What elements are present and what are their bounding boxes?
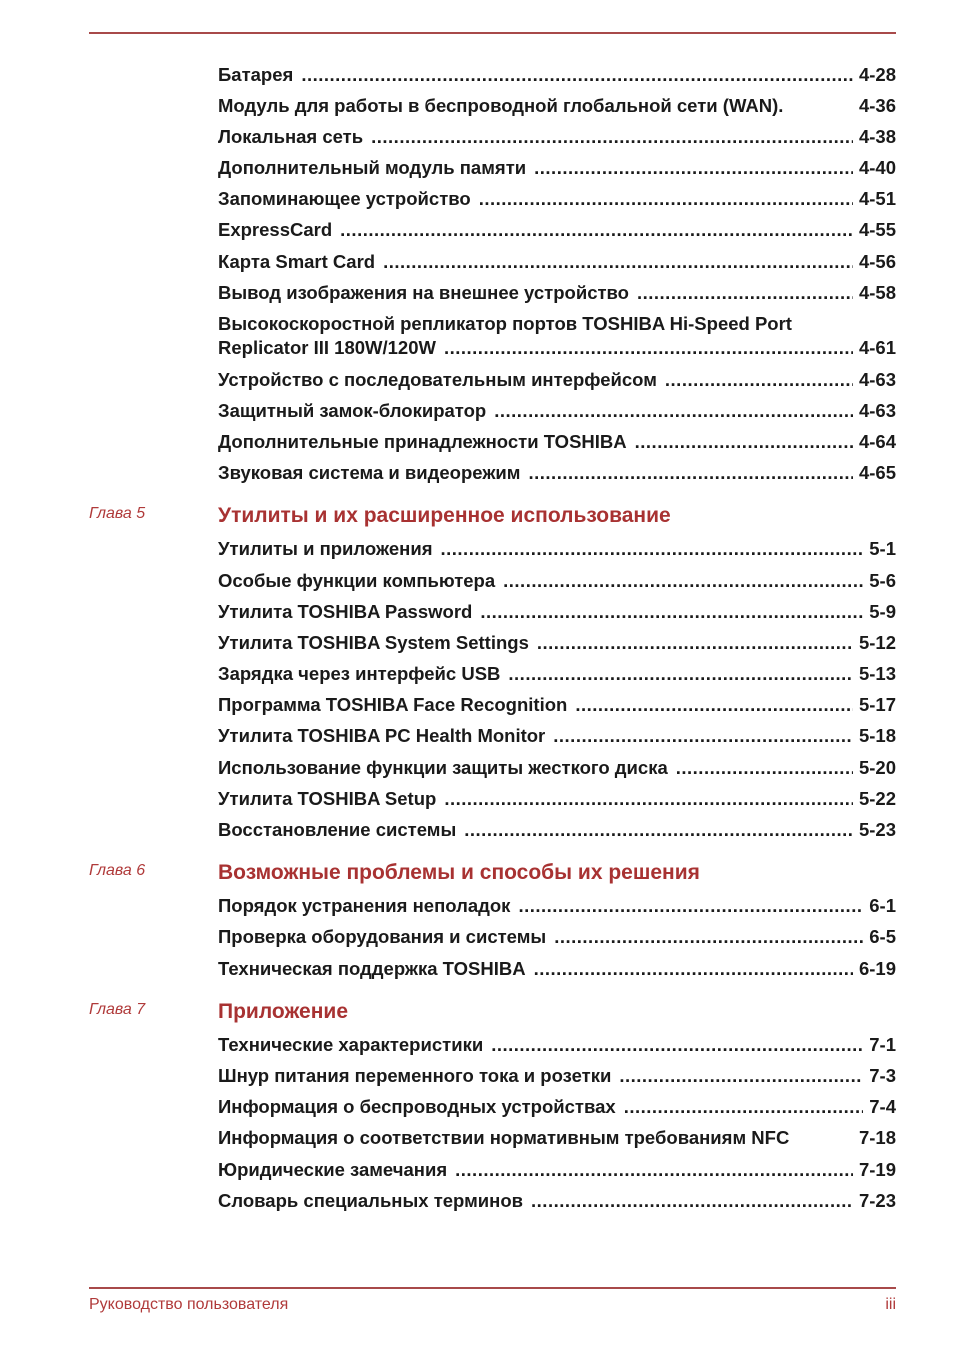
toc-entry-title: Звуковая система и видеорежим (218, 462, 521, 483)
toc-entry-title: Техническая поддержка TOSHIBA (218, 958, 526, 979)
footer-title: Руководство пользователя (89, 1296, 289, 1313)
toc-entry-title: Особые функции компьютера (218, 570, 496, 591)
toc-entry-title: Утилиты и приложения (218, 538, 433, 559)
toc-entry-page: 4-40 (858, 157, 896, 178)
toc-entry[interactable] (218, 1064, 896, 1088)
toc-entry-page: 5-17 (858, 694, 896, 715)
toc-entry-page: 4-28 (858, 64, 896, 85)
toc-entry[interactable] (218, 1095, 896, 1119)
toc-entry-page: 6-5 (869, 926, 896, 947)
toc-entry[interactable] (218, 724, 896, 748)
toc-entry-title: Зарядка через интерфейс USB (218, 663, 501, 684)
toc-entry-title: Шнур питания переменного тока и розетки (218, 1065, 612, 1086)
toc-entry-title: Порядок устранения неполадок (218, 895, 511, 916)
toc-entry-title: Утилита TOSHIBA System Settings (218, 632, 529, 653)
toc-entry[interactable] (218, 537, 896, 561)
toc-entry-title: Утилита TOSHIBA Password (218, 601, 473, 622)
toc-entry[interactable] (218, 312, 896, 360)
toc-entry-title: Устройство с последовательным интерфейсом (218, 369, 657, 390)
toc-entry-title-line1: Высокоскоростной репликатор портов TOSHIBA Hi-Speed Port (218, 313, 792, 334)
toc-entry-page: 4-38 (858, 126, 896, 147)
toc-entry[interactable] (218, 94, 896, 118)
toc-entry-title: Утилита TOSHIBA PC Health Monitor (218, 725, 546, 746)
toc-entry-page: 4-65 (858, 462, 896, 483)
toc-entry[interactable] (218, 156, 896, 180)
toc-entry[interactable] (218, 368, 896, 392)
chapter-label: Глава 7 (89, 1001, 146, 1018)
toc-entry-title: Дополнительные принадлежности TOSHIBA (218, 431, 627, 452)
toc-entry-page: 4-36 (858, 95, 896, 116)
toc-entry[interactable] (218, 250, 896, 274)
toc-entry[interactable] (218, 1126, 896, 1150)
toc-entry-page: 4-58 (858, 282, 896, 303)
toc-entry[interactable] (218, 631, 896, 655)
toc-entry-title: Дополнительный модуль памяти (218, 157, 527, 178)
toc-entry-page: 4-55 (858, 219, 896, 240)
toc-entry[interactable] (218, 125, 896, 149)
chapter-label: Глава 5 (89, 505, 146, 522)
toc-entry-page: 5-22 (858, 788, 896, 809)
toc-entry-page: 7-4 (869, 1096, 896, 1117)
footer-page-number: iii (885, 1296, 896, 1313)
toc-entry-title: Запоминающее устройство (218, 188, 471, 209)
toc-entry[interactable] (218, 818, 896, 842)
toc-entry-page: 5-12 (858, 632, 896, 653)
toc-entry-title: Вывод изображения на внешнее устройство (218, 282, 629, 303)
toc-entry-page: 5-23 (858, 819, 896, 840)
toc-entry-page: 4-64 (858, 431, 896, 452)
toc-entry[interactable] (218, 399, 896, 423)
chapter-label: Глава 6 (89, 862, 146, 879)
toc-entry-page: 4-63 (858, 400, 896, 421)
toc-entry-page: 4-56 (858, 251, 896, 272)
toc-entry-title: Технические характеристики (218, 1034, 484, 1055)
chapter-title[interactable]: Возможные проблемы и способы их решения (218, 861, 700, 884)
toc-entry[interactable] (218, 894, 896, 918)
toc-entry-page: 7-3 (869, 1065, 896, 1086)
toc-entry-page: 4-61 (858, 337, 896, 358)
toc-entry-page: 5-20 (858, 757, 896, 778)
toc-entry[interactable] (218, 1189, 896, 1213)
toc-entry-title: Информация о соответствии нормативным требованиям NFC (218, 1127, 790, 1148)
toc-entry[interactable] (218, 662, 896, 686)
toc-entry-title: Карта Smart Card (218, 251, 376, 272)
toc-entry[interactable] (218, 281, 896, 305)
toc-entry-page: 5-6 (869, 570, 896, 591)
chapter-title[interactable]: Приложение (218, 1000, 349, 1023)
toc-entry[interactable] (218, 925, 896, 949)
toc-entry-page: 7-18 (858, 1127, 896, 1148)
toc-entry-page: 7-19 (858, 1159, 896, 1180)
toc-entry-title: Локальная сеть (218, 126, 364, 147)
toc-entry-page: 7-23 (858, 1190, 896, 1211)
toc-entry[interactable] (218, 63, 896, 87)
toc-entry-page: 4-51 (858, 188, 896, 209)
footer-rule (89, 1287, 896, 1289)
toc-entry-page: 5-9 (869, 601, 896, 622)
toc-entry-page: 6-19 (858, 958, 896, 979)
toc-entry-title: Защитный замок-блокиратор (218, 400, 487, 421)
toc-entry[interactable] (218, 187, 896, 211)
toc-entry-title: Утилита TOSHIBA Setup (218, 788, 437, 809)
toc-entry-title: Модуль для работы в беспроводной глобальной сети (WAN). (218, 95, 784, 116)
toc-entry[interactable] (218, 787, 896, 811)
toc-entry-page: 6-1 (869, 895, 896, 916)
toc-entry-title: Программа TOSHIBA Face Recognition (218, 694, 568, 715)
toc-entry-page: 5-1 (869, 538, 896, 559)
toc-entry-title: Replicator III 180W/120W (218, 337, 436, 358)
toc-entry-title: Юридические замечания (218, 1159, 448, 1180)
toc-entry-title: Информация о беспроводных устройствах (218, 1096, 616, 1117)
toc-entry[interactable] (218, 756, 896, 780)
header-rule (89, 32, 896, 34)
toc-entry-title: Проверка оборудования и системы (218, 926, 547, 947)
toc-entry-title: Словарь специальных терминов (218, 1190, 524, 1211)
toc-entry[interactable] (218, 569, 896, 593)
toc-entry[interactable] (218, 957, 896, 981)
toc-entry-title: Использование функции защиты жесткого диска (218, 757, 668, 778)
toc-entry-title: ExpressCard (218, 219, 333, 240)
toc-entry[interactable] (218, 693, 896, 717)
toc-entry-page: 7-1 (869, 1034, 896, 1055)
toc-entry-page: 5-13 (858, 663, 896, 684)
toc-entry-page: 5-18 (858, 725, 896, 746)
toc-entry[interactable] (218, 218, 896, 242)
toc-entry-title: Восстановление системы (218, 819, 457, 840)
toc-entry[interactable] (218, 1033, 896, 1057)
chapter-title[interactable]: Утилиты и их расширенное использование (218, 504, 671, 527)
toc-entry-page: 4-63 (858, 369, 896, 390)
toc-entry[interactable] (218, 1158, 896, 1182)
toc-entry[interactable] (218, 430, 896, 454)
toc-entry[interactable] (218, 600, 896, 624)
toc-entry[interactable] (218, 461, 896, 485)
toc-entry-title: Батарея (218, 64, 294, 85)
